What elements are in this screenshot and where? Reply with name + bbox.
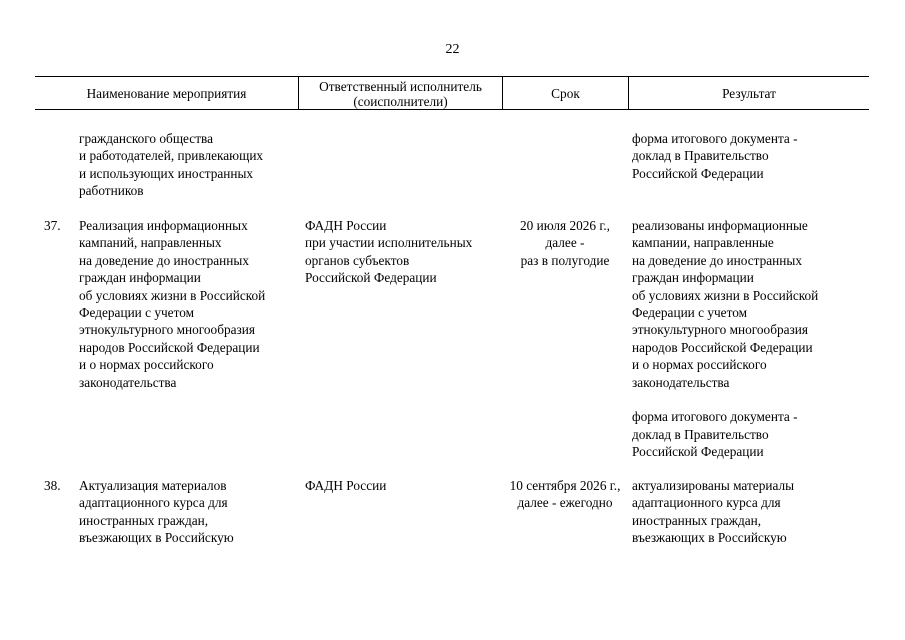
header-responsible: Ответственный исполнитель (соисполнители) — [298, 77, 502, 110]
row-result: реализованы информационные кампании, направленные на доведение до иностранных граждан информации об условиях жизни в Российской Федерации с учетом этнокультурного многообразия народов Российской Федерации и о нормах российского законодательства форма итогового документа - доклад в Правительство Российской Федерации — [632, 218, 819, 460]
row-name: гражданского общества и работодателей, привлекающих и использующих иностранных работников — [79, 131, 264, 199]
header-term: Срок — [502, 77, 628, 110]
row-responsible: ФАДН России — [305, 478, 387, 493]
page-number: 22 — [445, 42, 460, 57]
row-result: актуализированы материалы адаптационного курса для иностранных граждан, въезжающих в Российскую — [632, 478, 795, 546]
header-name: Наименование мероприятия — [86, 86, 247, 101]
header-result: Результат — [628, 77, 869, 110]
row-name: Реализация информационных кампаний, направленных на доведение до иностранных граждан информации об условиях жизни в Российской Федерации с учетом этнокультурного многообразия народов Российской Федерации и о нормах российского законодательства — [79, 218, 266, 390]
row-number: 37. — [44, 218, 61, 233]
row-term: 20 июля 2026 г., далее - раз в полугодие — [520, 218, 610, 268]
row-name: Актуализация материалов адаптационного курса для иностранных граждан, въезжающих в Российскую — [79, 478, 234, 546]
row-result: форма итогового документа - доклад в Правительство Российской Федерации — [632, 131, 798, 181]
row-responsible: ФАДН России при участии исполнительных органов субъектов Российской Федерации — [305, 218, 473, 286]
table-header — [35, 76, 869, 110]
row-number: 38. — [44, 478, 61, 493]
row-term: 10 сентября 2026 г., далее - ежегодно — [509, 478, 621, 511]
